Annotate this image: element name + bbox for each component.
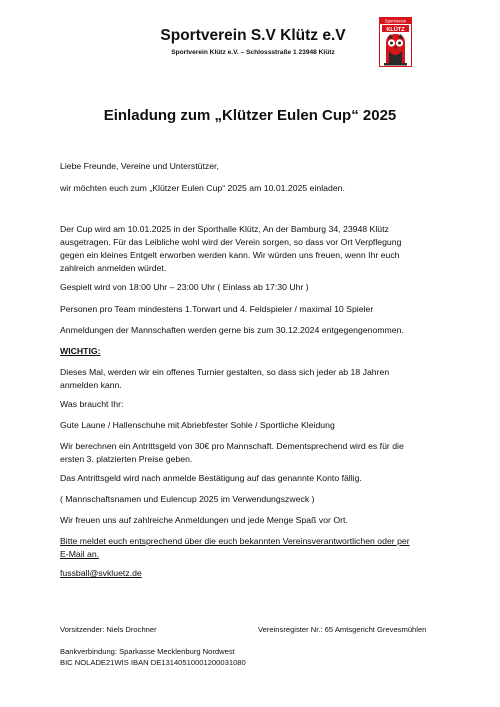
needs-list: Gute Laune / Hallenschuhe mit Abriebfester Sohle / Sportliche Kleidung: [60, 420, 335, 430]
bank-text: Bankverbindung: Sparkasse Mecklenburg Nordwest: [60, 647, 235, 656]
register-text: Vereinsregister Nr.: 65 Amtsgericht Grevesmühlen: [258, 625, 427, 634]
fee-line: Wir berechnen ein Antrittsgeld von 30€ pro Mannschaft. Dementsprechend wird es für die: [60, 441, 404, 451]
important-heading: WICHTIG:: [60, 346, 101, 356]
cup-paragraph: [60, 223, 450, 275]
contact-line: E-Mail an.: [60, 549, 100, 559]
registration-text: Anmeldungen der Mannschaften werden gerne bis zum 30.12.2024 entgegengenommen.: [60, 325, 404, 335]
logo-name-text: KLÜTZ: [386, 26, 405, 33]
contact-paragraph: [60, 535, 450, 561]
time-text: Gespielt wird von 18:00 Uhr – 23:00 Uhr ( Einlass ab 17:30 Uhr ): [60, 282, 309, 292]
club-logo: [379, 17, 412, 67]
club-name: Sportverein S.V Klütz e.V: [160, 27, 346, 44]
chairman-text: Vorsitzender: Niels Drochner: [60, 625, 157, 634]
contact-line: Bitte meldet euch entsprechend über die euch bekannten Vereinsverantwortlichen oder per: [60, 536, 410, 546]
open-line: anmelden kann.: [60, 380, 122, 390]
intro-text: wir möchten euch zum „Klützer Eulen Cup“ 2025 am 10.01.2025 einladen.: [60, 183, 345, 193]
team-text: Personen pro Team mindestens 1.Torwart und 4. Feldspieler / maximal 10 Spieler: [60, 304, 374, 314]
owl-icon: [384, 34, 407, 66]
invitation-title: Einladung zum „Klützer Eulen Cup“ 2025: [103, 107, 397, 124]
club-address: Sportverein Klütz e.V. – Schlossstraße 1 23948 Klütz: [171, 49, 335, 56]
open-line: Dieses Mal, werden wir ein offenes Turnier gestalten, so dass sich jeder ab 18 Jahren: [60, 367, 390, 377]
open-tournament-paragraph: [60, 366, 450, 392]
cup-line: gegen ein kleines Entgelt erworben werden kann. Wir würden uns freuen, wenn Ihr euch: [60, 250, 400, 260]
needs-heading: Was braucht Ihr:: [60, 399, 124, 409]
reference-text: ( Mannschaftsnamen und Eulencup 2025 im Verwendungszweck ): [60, 494, 315, 504]
bic-iban-text: BIC NOLADE21WIS IBAN DE13140510001200031080: [60, 658, 246, 667]
cup-line: zahlreich anmelden würdet.: [60, 263, 167, 273]
closing-text: Wir freuen uns auf zahlreiche Anmeldungen und jede Menge Spaß vor Ort.: [60, 515, 348, 525]
fee-paragraph: [60, 440, 450, 466]
logo-top-text: Sportverein: [384, 18, 407, 24]
greeting-text: Liebe Freunde, Vereine und Unterstützer,: [60, 161, 219, 171]
cup-line: ausgetragen. Für das Leibliche wohl wird der Verein sorgen, so dass vor Ort Verpflegung: [60, 237, 402, 247]
fee-line: ersten 3. platzierten Preise geben.: [60, 454, 193, 464]
cup-line: Der Cup wird am 10.01.2025 in der Sporthalle Klütz, An der Bamburg 34, 23948 Klütz: [60, 224, 389, 234]
fee-due-text: Das Antrittsgeld wird nach anmelde Bestätigung auf das genannte Konto fällig.: [60, 473, 362, 483]
email-link[interactable]: fussball@svkluetz.de: [60, 568, 142, 578]
